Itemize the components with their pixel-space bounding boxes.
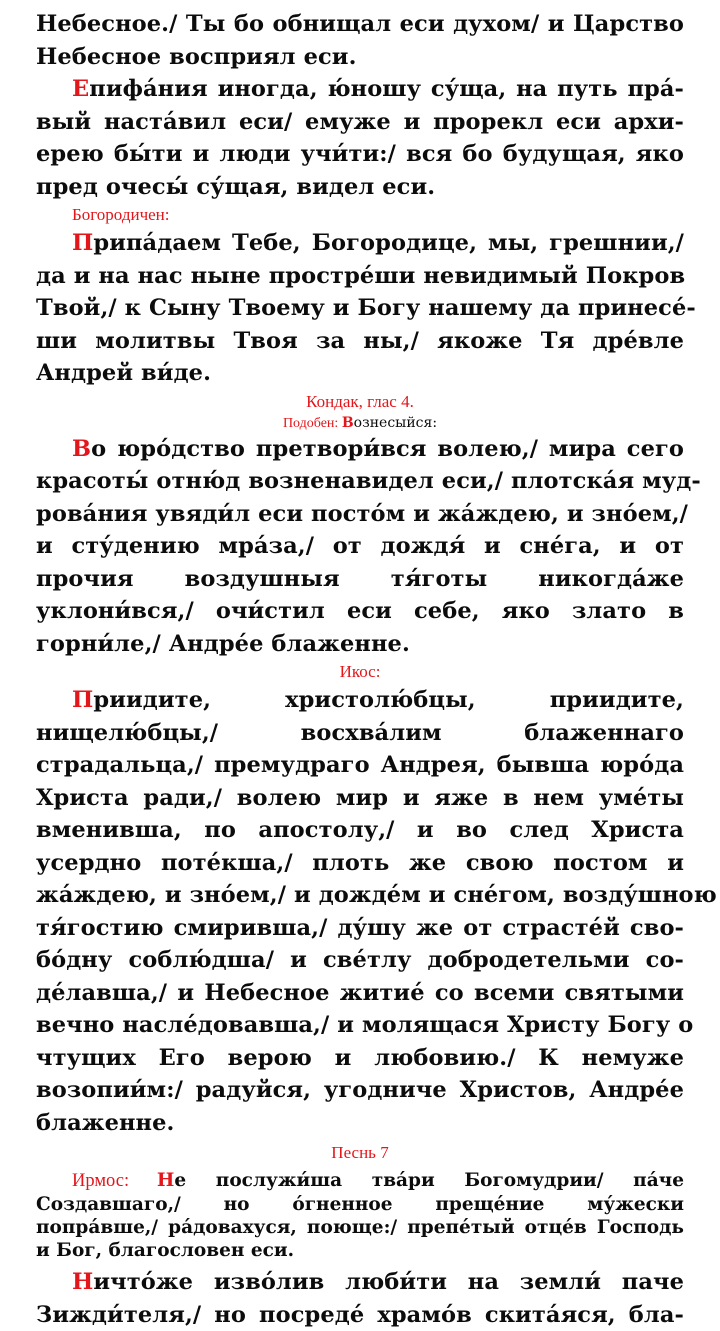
text-line: жа́ждею, и зно́ем,/ и дожде́м и сне́гом, возду́шною: [36, 879, 684, 912]
ode-troparion-paragraph: [36, 1266, 684, 1331]
text-line: Христа ради,/ волею мир и яже в нем уме́ты: [36, 782, 684, 815]
podoben-label: Подобен:: [283, 416, 342, 431]
continuation-paragraph: [36, 8, 684, 73]
red-initial: Е: [72, 76, 89, 102]
text-line: красоты́ отню́д возненавидел еси,/ плотска́я муд-: [36, 465, 684, 498]
podoben-initial: В: [342, 415, 354, 431]
text-line: ши молитвы Твоя за ны,/ якоже Тя дре́вле: [36, 325, 684, 358]
text-line: усердно поте́кша,/ плоть же свою постом и: [36, 847, 684, 880]
ikos-title: Икос:: [36, 660, 684, 684]
text-line: Зижди́теля,/ но посреде́ храмо́в скита́яся, бла-: [36, 1299, 684, 1331]
text-line: пред очесы́ су́щая, видел еси.: [36, 171, 684, 204]
text-line: Твой,/ к Сыну Твоему и Богу нашему да принесе́-: [36, 292, 684, 325]
red-initial: Н: [72, 1269, 93, 1295]
text-line: Создавшаго,/ но о́гненное преще́ние му́жески: [36, 1193, 684, 1216]
ode-title: Песнь 7: [36, 1141, 684, 1165]
text-line: Ничто́же изво́лив люби́ти на земли́ паче: [36, 1266, 684, 1299]
irmos-paragraph: [36, 1169, 684, 1262]
troparion-paragraph: [36, 73, 684, 203]
red-initial: Н: [157, 1170, 174, 1191]
red-initial: В: [72, 436, 91, 462]
text-line: Ирмос: Не послужи́ша тва́ри Богомудрии/ па́че: [36, 1169, 684, 1193]
text-line: вый наста́вил еси/ емуже и прорекл еси архи-: [36, 106, 684, 139]
text-line: ерею бы́ти и люди учи́ти:/ вся бо будущая, яко: [36, 138, 684, 171]
text-line: чтущих Его верою и любовию./ К немуже: [36, 1042, 684, 1075]
red-initial: П: [72, 687, 93, 713]
text-line: де́лавша,/ и Небесное житие́ со всеми святыми: [36, 977, 684, 1010]
text-line: и сту́дению мра́за,/ от дождя́ и сне́га, и от: [36, 530, 684, 563]
text-line: бо́дну соблю́дша/ и све́тлу добродетельми со-: [36, 944, 684, 977]
text-line: страдальца,/ премудраго Андрея, бывша юро́да: [36, 749, 684, 782]
text-line: Приидите, христолю́бцы, приидите,: [36, 684, 684, 717]
text-line: нищелю́бцы,/ восхва́лим блаженнаго: [36, 717, 684, 750]
text-line: Андрей ви́де.: [36, 357, 684, 390]
text-line: вечно насле́довавша,/ и молящася Христу Богу о: [36, 1009, 684, 1042]
text-line: Епифа́ния иногда, ю́ношу су́ща, на путь пра́-: [36, 73, 684, 106]
text-line: Во юро́дство претвори́вся волею,/ мира сего: [36, 433, 684, 466]
ikos-paragraph: [36, 684, 684, 1139]
text-line: Небесное./ Ты бо обнищал еси духом/ и Царство: [36, 8, 684, 41]
kontakion-title: Кондак, глас 4.: [36, 390, 684, 414]
page: [36, 8, 684, 1331]
text-line: рова́ния увяди́л еси посто́м и жа́ждею, и зно́ем,/: [36, 498, 684, 531]
text-line: прочия воздушныя тя́готы никогда́же: [36, 563, 684, 596]
text-line: Припа́даем Тебе, Богородице, мы, грешнии,/: [36, 227, 684, 260]
irmos-label: Ирмос:: [72, 1171, 157, 1191]
text-line: тя́гостию смиривша,/ ду́шу же от страсте́й сво-: [36, 912, 684, 945]
text-line: и Бог, благословен еси.: [36, 1239, 684, 1262]
theotokion-rubric: Богородичен:: [36, 203, 684, 227]
text-line: вменивша, по апостолу,/ и во след Христа: [36, 814, 684, 847]
text-line: Небесное восприял еси.: [36, 41, 684, 74]
text-line: уклони́вся,/ очи́стил еси себе, яко злато в: [36, 595, 684, 628]
text-line: горни́ле,/ Андре́е блаженне.: [36, 628, 684, 661]
text-line: да и на нас ныне простре́ши невидимый Покров: [36, 260, 684, 293]
kontakion-paragraph: [36, 433, 684, 661]
theotokion-paragraph: [36, 227, 684, 390]
podoben-line: [36, 414, 684, 433]
text-line: возопии́м:/ радуйся, угодниче Христов, Андре́е: [36, 1074, 684, 1107]
text-line: попра́вше,/ ра́довахуся, поюще:/ препе́тый отце́в Господь: [36, 1216, 684, 1239]
podoben-text: ознесыйся:: [354, 415, 437, 431]
text-line: блаженне.: [36, 1107, 684, 1140]
red-initial: П: [72, 230, 93, 256]
